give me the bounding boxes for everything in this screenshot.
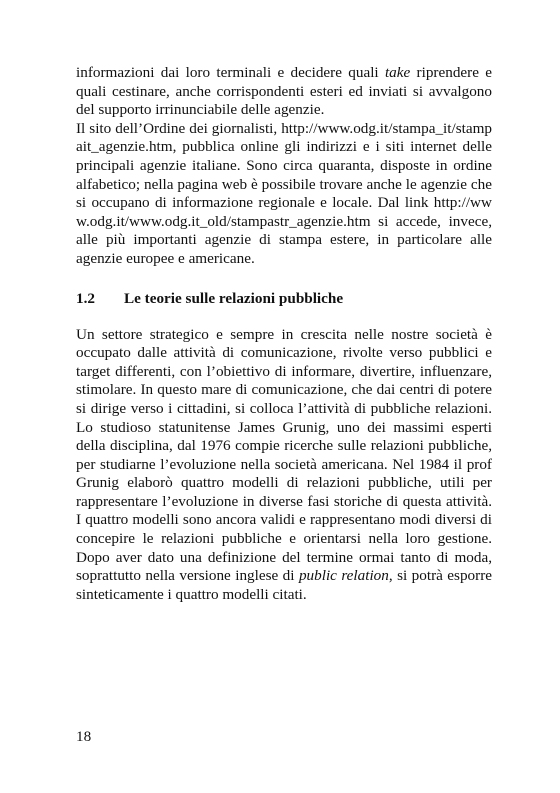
- paragraph-text: informazioni dai loro terminali e decidere quali: [76, 64, 385, 81]
- page-number: 18: [76, 728, 92, 745]
- section-title: Le teorie sulle relazioni pubbliche: [124, 289, 344, 307]
- paragraph-ordine-giornalisti: [76, 120, 492, 269]
- paragraph-text: Un settore strategico e sempre in crescita nelle nostre società è occupato dalle attività di comunicazione, rivolte verso pubblici e target differenti, con l’obiettivo di informare, divertire, influenzare, stimolare. In questo mare di comunicazione, che dai centri di potere si dirige verso i cittadini, si colloca l’attività di pubbliche relazioni. Lo studioso statunitense James Grunig, uno dei massimi esperti della disciplina, dal 1976 compie ricerche sulle relazioni pubbliche, per studiarne l’evoluzione nella società americana. Nel 1984 il prof Grunig elaborò quattro modelli di relazioni pubbliche, utili per rappresentare l’evoluzione in diverse fasi storiche di questa attività. I quattro modelli sono ancora validi e rappresentano modi diversi di concepire le relazioni pubbliche e orientarsi nella loro gestione. Dopo aver dato una definizione del termine ormai tanto di moda, soprattutto nella versione inglese di: [76, 325, 492, 585]
- paragraph-text: riprendere e quali cestinare, anche corrispondenti esteri ed inviati si avvalgono del supporto irrinunciabile delle agenzie.: [76, 64, 492, 119]
- paragraph-text: pubblica online gli indirizzi e i siti internet delle principali agenzie italiane. Sono circa quaranta, disposte in ordine alfabetico; nella pagina web è possibile trovare anche le agenzie che si occupano di informazione regionale e locale. Dal link: [76, 138, 492, 212]
- paragraph-text: Il sito dell’Ordine dei giornalisti,: [76, 119, 282, 137]
- page-body: [76, 64, 492, 604]
- paragraph-text: , si potrà esporre sinteticamente i quattro modelli citati.: [76, 567, 493, 603]
- italic-term-public-relation: public relation: [298, 567, 389, 585]
- italic-term-take: take: [384, 64, 411, 81]
- url-odg-agenzie-italiane: http://www.odg.it/stampa_it/stampait_agenzie.htm,: [76, 119, 492, 156]
- section-heading: [76, 289, 492, 308]
- url-odg-agenzie-estere: http://www.odg.it/www.odg.it_old/stampastr_agenzie.htm: [76, 194, 492, 230]
- section-number: 1.2: [76, 289, 95, 307]
- paragraph-agencies-intro: [76, 64, 492, 120]
- paragraph-text: si accede, invece, alle più importanti agenzie di stampa estere, in particolare alle agenzie europee e americane.: [76, 212, 492, 267]
- paragraph-public-relations: [76, 326, 492, 605]
